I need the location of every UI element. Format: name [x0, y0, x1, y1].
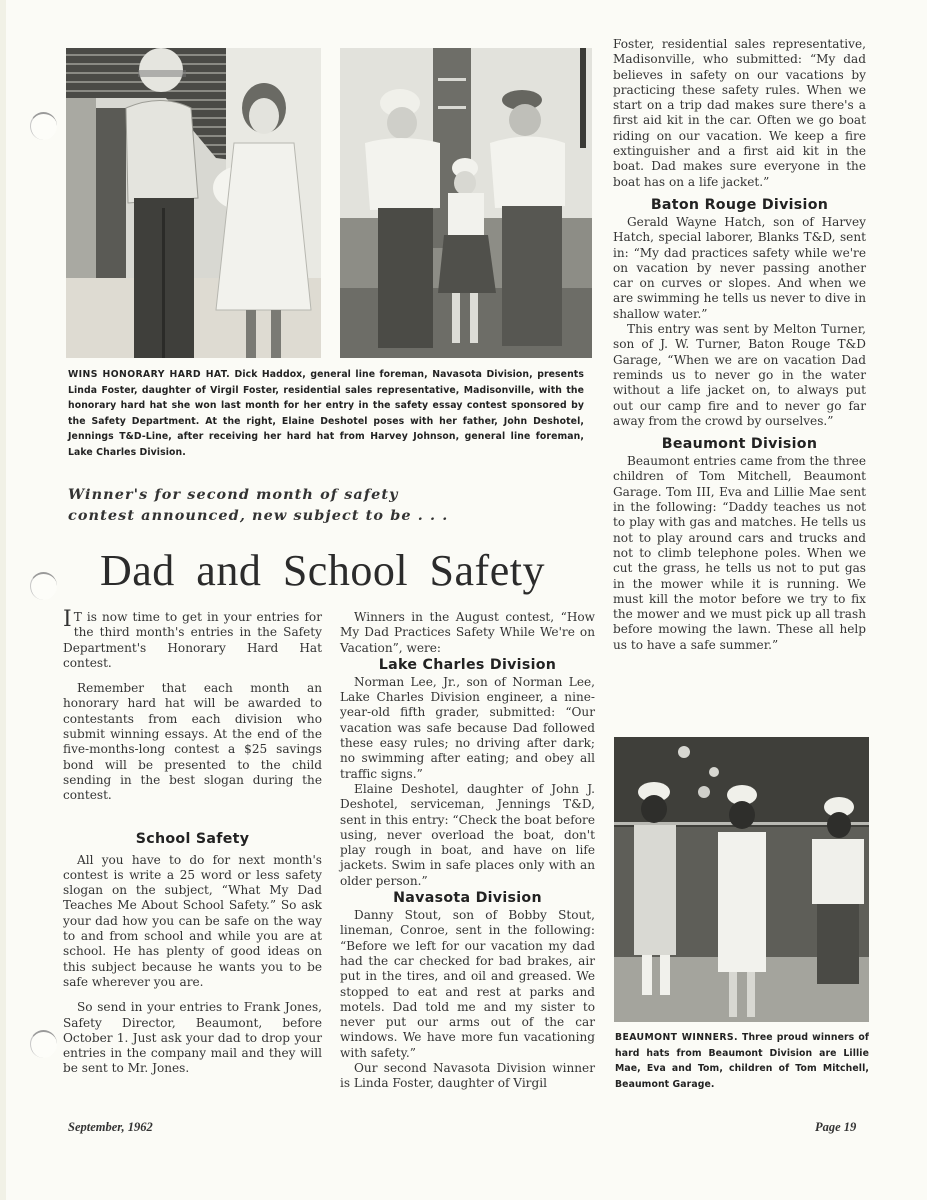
- binder-hole-bottom: [30, 1030, 57, 1058]
- intro-paragraph: [63, 607, 322, 671]
- bottom-photo-caption: [615, 1030, 869, 1092]
- heading-baton-rouge: Baton Rouge Division: [650, 196, 829, 213]
- entry-linda-foster-start: Our second Navasota Division winner is Linda Foster, daughter of Virgil: [340, 1061, 595, 1091]
- caption-lead: WINS HONORARY HARD HAT.: [68, 369, 231, 380]
- kicker-line-2: contest announced, new subject to be . . .: [68, 507, 449, 524]
- column-2: [340, 610, 595, 1092]
- footer-date: September, 1962: [68, 1120, 153, 1134]
- entry-melton-turner: This entry was sent by Melton Turner, son of J. W. Turner, Baton Rouge T&D Garage, “When we are on vacation Dad reminds us to never go in the water without a life jacket on, to always put out our camp fire and to never go far away from the crowd by ourselves.”: [613, 322, 866, 428]
- kicker-line-1: Winner's for second month of safety: [68, 486, 399, 503]
- continued-foster-entry: Foster, residential sales representative, Madisonville, who submitted: “My dad believes in safety on our vacations by practicing these safety rules. When we start on a trip dad makes sure there's a first aid kit in the car. Often we go boat riding on our vacation. We keep a fire extinguisher and a first aid kit in the boat. Dad makes sure everyone in the boat has on a life jacket.”: [613, 37, 866, 189]
- caption-text: Dick Haddox, general line foreman, Navasota Division, presents Linda Foster, daughter of Virgil Foster, residential sales representative, Madisonville, with the honorary hard hat she won last month for her entry in the safety essay contest sponsored by the Safety Department. At the right, Elaine Deshotel poses with her father, John Deshotel, Jennings T&D-Line, after receiving her hard hat from Harvey Johnson, general line foreman, Lake Charles Division.: [68, 369, 584, 458]
- heading-school-safety: School Safety: [135, 830, 250, 847]
- photo-hard-hat-presentation: [66, 48, 321, 358]
- intro-text: T is now time to get in your entries for the third month's entries in the Safety Department's Honorary Hard Hat contest.: [63, 610, 322, 670]
- headline: Dad and School Safety: [100, 546, 545, 595]
- heading-navasota: Navasota Division: [393, 890, 542, 907]
- entry-mitchell-children: Beaumont entries came from the three children of Tom Mitchell, Beaumont Garage. Tom III, Eva and Lillie Mae sent in the following: “Daddy teaches us not to play with gas and matches. He tells us not to play around cars and trucks and not to climb telephone poles. When we cut the grass, he tells us not to put gas in the mower while it is running. We must kill the motor before we try to fix the mower and we must pick up all trash before mowing the lawn. These all help us to have a safe summer.”: [613, 454, 866, 652]
- column-1: [63, 607, 322, 1077]
- caption-text: Three proud winners of hard hats from Beaumont Division are Lillie Mae, Eva and Tom, children of Tom Mitchell, Beaumont Garage.: [615, 1032, 869, 1090]
- photo-illustration: [340, 48, 592, 358]
- binder-hole-middle: [30, 572, 57, 600]
- entry-elaine-deshotel: Elaine Deshotel, daughter of John J. Deshotel, serviceman, Jennings T&D, sent in this entry: “Check the boat before using, never overload the boat, don't play rough in boat, and have on life jackets. Swim in safe places only with an older person.”: [340, 781, 595, 888]
- entry-norman-lee: Norman Lee, Jr., son of Norman Lee, Lake Charles Division engineer, a nine-year-old fifth grader, submitted: “Our vacation was safe because Dad followed these easy rules; no driving after dark; no swimming after eating; and obey all traffic signs.”: [340, 674, 595, 781]
- drop-cap: I: [63, 607, 72, 632]
- heading-beaumont: Beaumont Division: [661, 436, 818, 453]
- kicker: [68, 484, 448, 526]
- binder-hole-top: [30, 112, 57, 140]
- photo-illustration: [614, 737, 869, 1022]
- heading-lake-charles: Lake Charles Division: [378, 656, 557, 673]
- august-winners-intro: Winners in the August contest, “How My Dad Practices Safety While We're on Vacation”, were:: [340, 610, 595, 655]
- caption-lead: BEAUMONT WINNERS.: [615, 1032, 738, 1043]
- photo-elaine-deshotel: [340, 48, 592, 358]
- photo-illustration: [66, 48, 321, 358]
- photo-beaumont-winners: [614, 737, 869, 1022]
- column-3-top: [613, 37, 866, 653]
- top-photo-caption: [68, 367, 584, 461]
- rules-paragraph: Remember that each month an honorary hard hat will be awarded to contestants from each division who submit winning essays. At the end of the five-months-long contest a $25 savings bond will be presented to the child sending in the best slogan during the contest.: [63, 681, 322, 803]
- school-safety-paragraph: All you have to do for next month's contest is write a 25 word or less safety slogan on the subject, “What My Dad Teaches Me About School Safety.” So ask your dad how you can be safe on the way to and from school and while you are at school. He has plenty of good ideas on this subject because he wants you to be safe wherever you are.: [63, 852, 322, 989]
- entry-gerald-hatch: Gerald Wayne Hatch, son of Harvey Hatch, special laborer, Blanks T&D, sent in: “My dad practices safety while we're on vacation by never passing another car on curves or slopes. And when we are swimming he tells us never to dive in shallow water.”: [613, 214, 866, 321]
- footer-page-number: Page 19: [815, 1120, 857, 1134]
- send-entries-paragraph: So send in your entries to Frank Jones, Safety Director, Beaumont, before October 1. Just ask your dad to drop your entries in the company mail and they will be sent to Mr. Jones.: [63, 1000, 322, 1076]
- entry-danny-stout: Danny Stout, son of Bobby Stout, lineman, Conroe, sent in the following: “Before we left for our vacation my dad had the car checked for bad brakes, air put in the tires, and oil and greased. We stopped to eat and rest at parks and motels. Dad told me and my sister to never put our arms out of the car windows. We have more fun vacationing with safety.”: [340, 908, 595, 1060]
- page-edge: [0, 0, 6, 1200]
